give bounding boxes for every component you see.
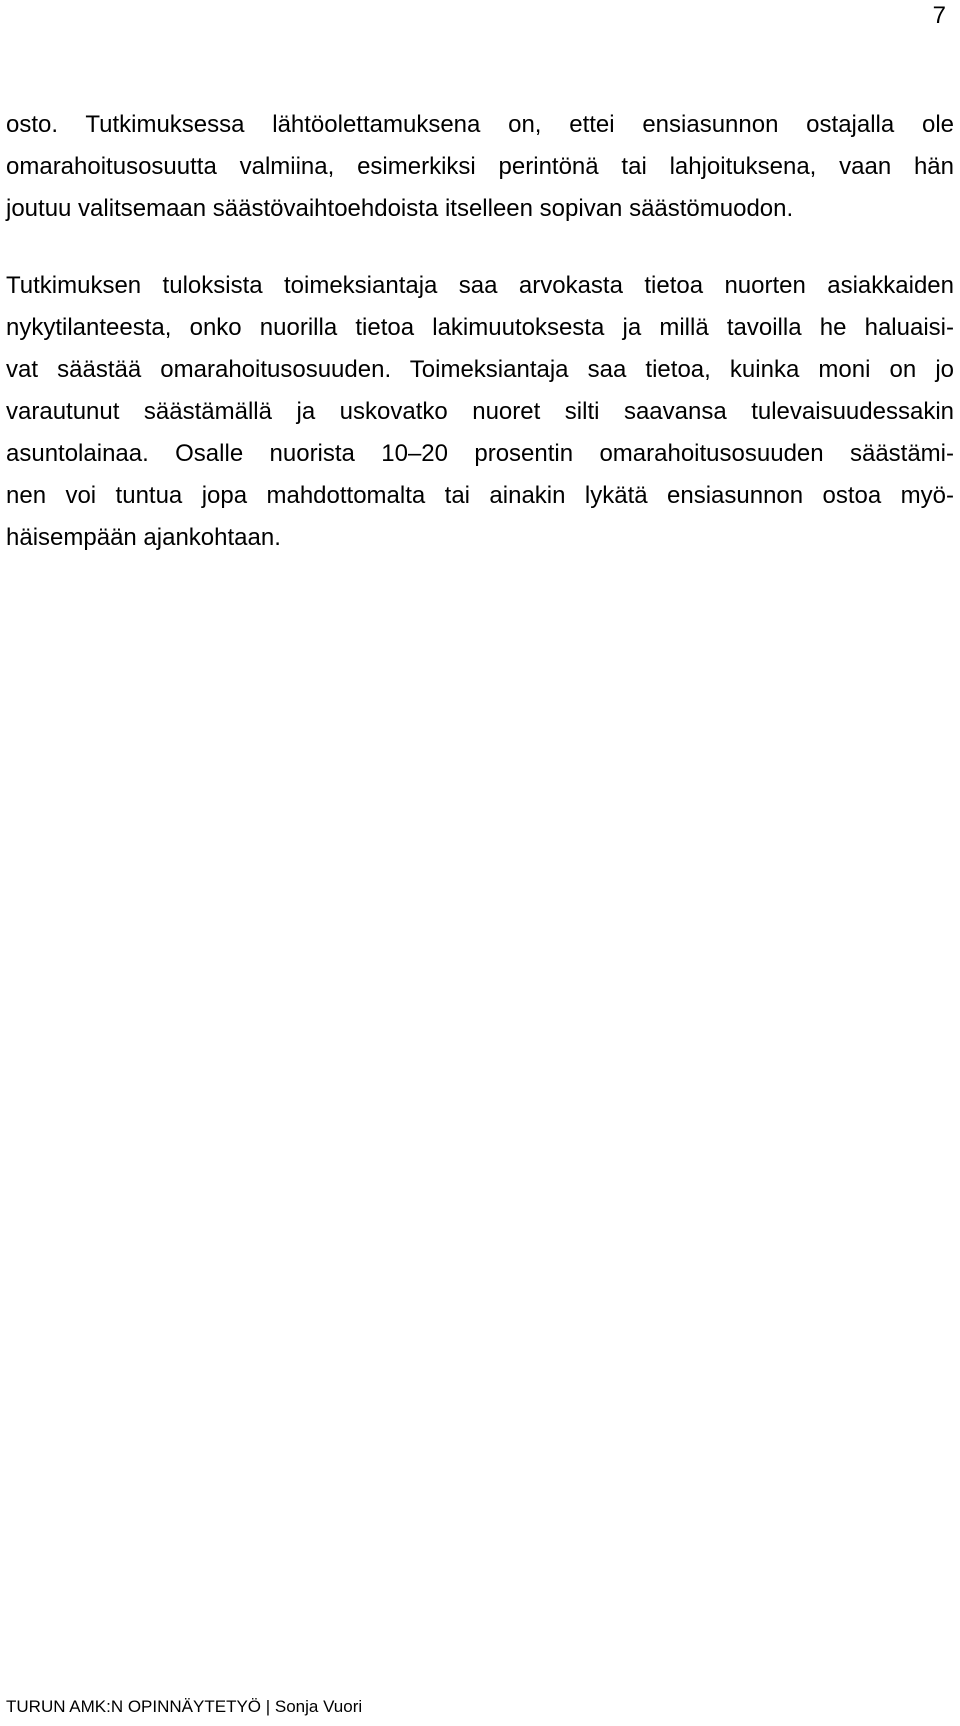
- paragraph-line: vat säästää omarahoitusosuuden. Toimeksiantaja saa tietoa, kuinka moni on jo: [6, 356, 954, 383]
- paragraph-line: osto. Tutkimuksessa lähtöolettamuksena on, ettei ensiasunnon ostajalla ole: [6, 111, 954, 138]
- paragraph-line: häisempään ajankohtaan.: [6, 524, 281, 551]
- page-number: 7: [932, 2, 946, 29]
- paragraph-line: omarahoitusosuutta valmiina, esimerkiksi perintönä tai lahjoituksena, vaan hän: [6, 153, 954, 180]
- paragraph-line: asuntolainaa. Osalle nuorista 10–20 prosentin omarahoitusosuuden säästämi-: [6, 440, 954, 467]
- paragraph-line: nen voi tuntua jopa mahdottomalta tai ainakin lykätä ensiasunnon ostoa myö-: [6, 482, 954, 509]
- paragraph-line: nykytilanteesta, onko nuorilla tietoa lakimuutoksesta ja millä tavoilla he haluaisi-: [6, 314, 954, 341]
- paragraph-1: [6, 104, 954, 230]
- paragraph-line: Tutkimuksen tuloksista toimeksiantaja saa arvokasta tietoa nuorten asiakkaiden: [6, 272, 954, 299]
- paragraph-2: [6, 265, 954, 559]
- paragraph-line: joutuu valitsemaan säästövaihtoehdoista itselleen sopivan säästömuodon.: [6, 195, 794, 222]
- paragraph-line: varautunut säästämällä ja uskovatko nuoret silti saavansa tulevaisuudessakin: [6, 398, 954, 425]
- page-footer: TURUN AMK:N OPINNÄYTETYÖ | Sonja Vuori: [6, 1697, 363, 1716]
